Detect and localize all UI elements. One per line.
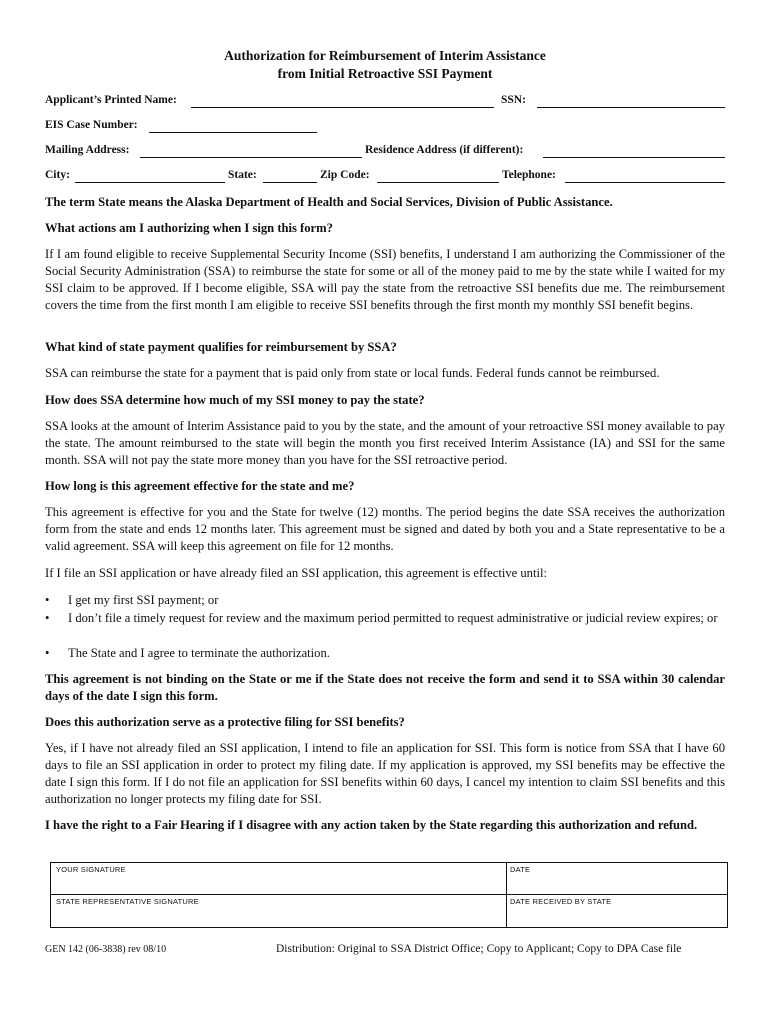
city-label: City: — [45, 169, 70, 181]
your-signature-label: YOUR SIGNATURE — [56, 865, 126, 874]
bullet-icon: • — [45, 611, 50, 625]
date-received-label: DATE RECEIVED BY STATE — [510, 897, 612, 906]
question-protective-filing: Does this authorization serve as a protective filing for SSI benefits? — [45, 715, 405, 729]
eis-case-field[interactable] — [149, 132, 317, 133]
answer-qualifying-payment: SSA can reimburse the state for a payment that is paid only from state or local funds. Federal funds cannot be reimbursed. — [45, 366, 660, 380]
answer-ssa-amount: SSA looks at the amount of Interim Assistance paid to you by the state, and the amount of your retroactive SSI money available to pay the state. The amount reimbursed to the state will begin the month you first received Interim Assistance (IA) and SSI for the same month. SSA will not pay the state more money than you have for the SSI retroactive period. — [45, 419, 725, 467]
eis-row — [45, 119, 725, 137]
fair-hearing-notice: I have the right to a Fair Hearing if I disagree with any action taken by the State regarding this authorization and refund. — [45, 818, 698, 832]
form-id: GEN 142 (06-3838) rev 08/10 — [45, 944, 167, 955]
state-field[interactable] — [263, 182, 317, 183]
date-received-field[interactable] — [508, 907, 725, 925]
date-field[interactable] — [508, 875, 725, 893]
form-subtitle: from Initial Retroactive SSI Payment — [277, 66, 493, 81]
city-row — [45, 169, 725, 187]
form-page: Authorization for Reimbursement of Interim Assistance from Initial Retroactive SSI Payment Applicant’s Printed Name: SSN: EIS Case Number: Mailing Address: Residence Address (if different): City: State: Zip Code: Telephone: The term State means the Alaska Department of Health and Social Services, Division of Public Assistance. What actions am I authorizing when I sign this form? If I am found eligible to receive Supplemental Security Income (SSI) benefits, I understand I am authorizing the Commissioner of the Social Security Administration (SSA) to reimburse the state for some or all of the money paid to me by the state while I waited for my SSI claim to be approved. If I become eligible, SSA will pay the state from the retroactive SSI benefits due me. The reimbursement covers the time from the first month I am eligible to receive SSI benefits through the first month my monthly SSI benefit begins. What kind of state payment qualifies for reimbursement by SSA? SSA can reimburse the state for a payment that is paid only from state or local funds. Federal funds cannot be reimbursed. How does SSA determine how much of my SSI money to pay the state? SSA looks at the amount of Interim Assistance paid to you by the state, and the amount of your retroactive SSI money available to pay the state. The amount reimbursed to the state will begin the month you first received Interim Assistance (IA) and SSI for the same month. SSA will not pay the state more money than you have for the SSI retroactive period. How long is this agreement effective for the state and me? This agreement is effective for you and the State for twelve (12) months. The period begins the date SSA receives the authorization form from the state and ends 12 months later. This agreement must be signed and dated by both you and a State representative to be a valid agreement. SSA will keep this agreement on file for 12 months. If I file an SSI application or have already filed an SSI application, this agreement is effective until: • I get my first SSI payment; or • I don’t file a timely request for review and the maximum period permitted to request administrative or judicial review expires; or • The State and I agree to terminate the authorization. This agreement is not binding on the State or me if the State does not receive the form and send it to SSA within 30 calendar days of the date I sign this form. Does this authorization serve as a protective filing for SSI benefits? Yes, if I have not already filed an SSI application, I intend to file an application for SSI. This form is notice from SSA that I have 60 days to file an SSI application in order to protect my filing date. If my application is approved, my SSI benefits may be effective the date I sign this form. If I do not file an application for SSI benefits within 60 days, I cancel my intention to claim SSI benefits and this authorization no longer protects my filing date for SSI. I have the right to a Fair Hearing if I disagree with any action taken by the State regarding this authorization and refund. YOUR SIGNATURE DATE STATE REPRESENTATIVE SIGNATURE DATE RECEIVED BY STATE GEN 142 (06-3838) rev 08/10 Distribution: Original to SSA District Office; Copy to Applicant; Copy to DPA Case file — [0, 0, 770, 1024]
mailing-address-label: Mailing Address: — [45, 144, 130, 156]
zip-field[interactable] — [377, 182, 499, 183]
applicant-row — [45, 94, 725, 112]
mailing-address-field[interactable] — [140, 157, 362, 158]
state-definition: The term State means the Alaska Department of Health and Social Services, Division of Public Assistance. — [45, 195, 613, 209]
signature-box — [50, 862, 728, 928]
question-authorizing: What actions am I authorizing when I sign this form? — [45, 221, 333, 235]
date-label: DATE — [510, 865, 531, 874]
state-representative-signature-field[interactable] — [52, 907, 504, 925]
state-label: State: — [228, 169, 257, 181]
question-agreement-duration: How long is this agreement effective for the state and me? — [45, 479, 355, 493]
bullet-icon: • — [45, 593, 50, 607]
zip-label: Zip Code: — [320, 169, 370, 181]
applicant-name-field[interactable] — [191, 107, 494, 108]
divider — [506, 863, 507, 927]
residence-address-field[interactable] — [543, 157, 725, 158]
divider — [51, 894, 727, 895]
bullet-icon: • — [45, 646, 50, 660]
binding-notice: This agreement is not binding on the State or me if the State does not receive the form and send it to SSA within 30 calendar days of the date I sign this form. — [45, 672, 725, 703]
answer-authorizing: If I am found eligible to receive Supplemental Security Income (SSI) benefits, I understand I am authorizing the Commissioner of the Social Security Administration (SSA) to reimburse the state for some or all of the money paid to me by the state while I waited for my SSI claim to be approved. If I become eligible, SSA will pay the state from the retroactive SSI benefits due me. The reimbursement covers the time from the first month I am eligible to receive SSI benefits through the first month my monthly SSI benefit begins. — [45, 247, 725, 312]
answer-protective-filing: Yes, if I have not already filed an SSI application, I intend to file an application for SSI. This form is notice from SSA that I have 60 days to file an SSI application in order to protect my filing date. If my application is approved, my SSI benefits may be effective the date I sign this form. If I do not file an application for SSI benefits within 60 days, I cancel my intention to claim SSI benefits and this authorization no longer protects my filing date for SSI. — [45, 741, 725, 806]
your-signature-field[interactable] — [52, 875, 504, 893]
ssn-field[interactable] — [537, 107, 725, 108]
eis-case-label: EIS Case Number: — [45, 119, 138, 131]
address-row — [45, 144, 725, 162]
state-representative-signature-label: STATE REPRESENTATIVE SIGNATURE — [56, 897, 199, 906]
question-qualifying-payment: What kind of state payment qualifies for reimbursement by SSA? — [45, 340, 397, 354]
question-ssa-amount: How does SSA determine how much of my SSI money to pay the state? — [45, 393, 425, 407]
answer-agreement-duration: This agreement is effective for you and the State for twelve (12) months. The period begins the date SSA receives the authorization form from the state and ends 12 months later. This agreement must be signed and dated by both you and a State representative to be a valid agreement. SSA will keep this agreement on file for 12 months. — [45, 505, 725, 553]
effective-until-text: If I file an SSI application or have already filed an SSI application, this agreement is effective until: — [45, 566, 547, 580]
telephone-label: Telephone: — [502, 169, 556, 181]
telephone-field[interactable] — [565, 182, 725, 183]
form-title: Authorization for Reimbursement of Interim Assistance — [224, 48, 546, 63]
ssn-label: SSN: — [501, 94, 526, 106]
city-field[interactable] — [75, 182, 225, 183]
residence-address-label: Residence Address (if different): — [365, 144, 524, 156]
distribution-note: Distribution: Original to SSA District Office; Copy to Applicant; Copy to DPA Case file — [276, 943, 682, 955]
applicant-name-label: Applicant’s Printed Name: — [45, 94, 177, 106]
